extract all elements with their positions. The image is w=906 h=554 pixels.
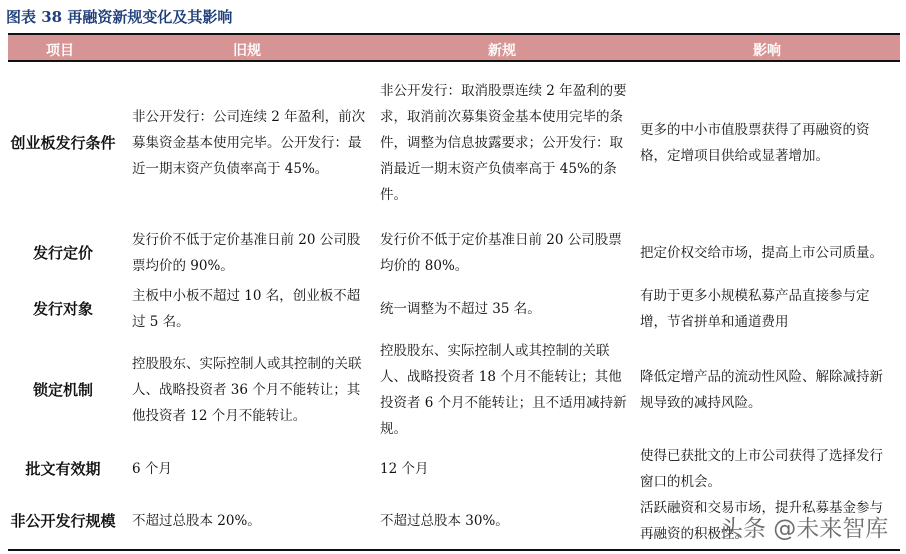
cell-new: 控股股东、实际控制人或其控制的关联人、战略投资者 18 个月不能转让；其他投资者 6 个月不能转让；且不适用减持新规。 xyxy=(380,343,627,437)
table-row xyxy=(8,445,900,492)
cell-item: 创业板发行条件 xyxy=(10,134,116,152)
header-impact: 影响 xyxy=(753,43,781,59)
header-item: 项目 xyxy=(46,43,74,59)
cell-old: 发行价不低于定价基准日前 20 公司股票均价的 90%。 xyxy=(132,232,361,274)
cell-item: 发行对象 xyxy=(32,299,93,318)
cell-new: 非公开发行：取消股票连续 2 年盈利的要求，取消前次募集资金基本使用完毕的条件，调整为信息披露要求；公开发行：取消最近一期末资产负债率高于 45%的条件。 xyxy=(380,83,627,203)
cell-new: 统一调整为不超过 35 名。 xyxy=(380,300,541,317)
cell-item: 非公开发行规模 xyxy=(10,511,116,530)
cell-impact: 使得已获批文的上市公司获得了选择发行窗口的机会。 xyxy=(640,447,883,490)
table-row xyxy=(8,282,900,335)
figure-title: 图表 38 再融资新规变化及其影响 xyxy=(6,8,233,26)
cell-impact: 活跃融资和交易市场，提升私募基金参与再融资的积极性。 xyxy=(640,499,883,542)
watermark: 头条 @未来智库 xyxy=(720,516,889,542)
table-row xyxy=(8,335,900,445)
table-row xyxy=(8,224,900,282)
cell-impact: 更多的中小市值股票获得了再融资的资格，定增项目供给或显著增加。 xyxy=(640,122,870,164)
cell-new: 发行价不低于定价基准日前 20 公司股票均价的 80%。 xyxy=(380,232,622,274)
cell-item: 锁定机制 xyxy=(32,381,93,399)
cell-old: 不超过总股本 20%。 xyxy=(132,512,261,529)
header-old: 旧规 xyxy=(233,43,261,59)
table-row xyxy=(8,62,900,224)
table-bottom-rule xyxy=(8,549,900,551)
cell-old: 主板中小板不超过 10 名，创业板不超过 5 名。 xyxy=(132,287,361,330)
cell-old: 6 个月 xyxy=(132,460,172,477)
cell-old: 控股股东、实际控制人或其控制的关联人、战略投资者 36 个月不能转让；其他投资者 12 个月不能转让。 xyxy=(132,356,362,424)
table-header xyxy=(8,33,900,62)
cell-new: 12 个月 xyxy=(380,460,429,477)
cell-impact: 降低定增产品的流动性风险、解除减持新规导致的减持风险。 xyxy=(640,369,883,411)
cell-item: 批文有效期 xyxy=(25,459,101,478)
cell-impact: 把定价权交给市场，提高上市公司质量。 xyxy=(640,245,883,261)
cell-new: 不超过总股本 30%。 xyxy=(380,512,509,529)
header-new: 新规 xyxy=(488,43,516,59)
cell-item: 发行定价 xyxy=(32,244,93,262)
cell-old: 非公开发行：公司连续 2 年盈利，前次募集资金基本使用完毕。公开发行：最近一期末资产负债率高于 45%。 xyxy=(132,109,366,177)
cell-impact: 有助于更多小规模私募产品直接参与定增，节省拼单和通道费用 xyxy=(640,287,870,330)
